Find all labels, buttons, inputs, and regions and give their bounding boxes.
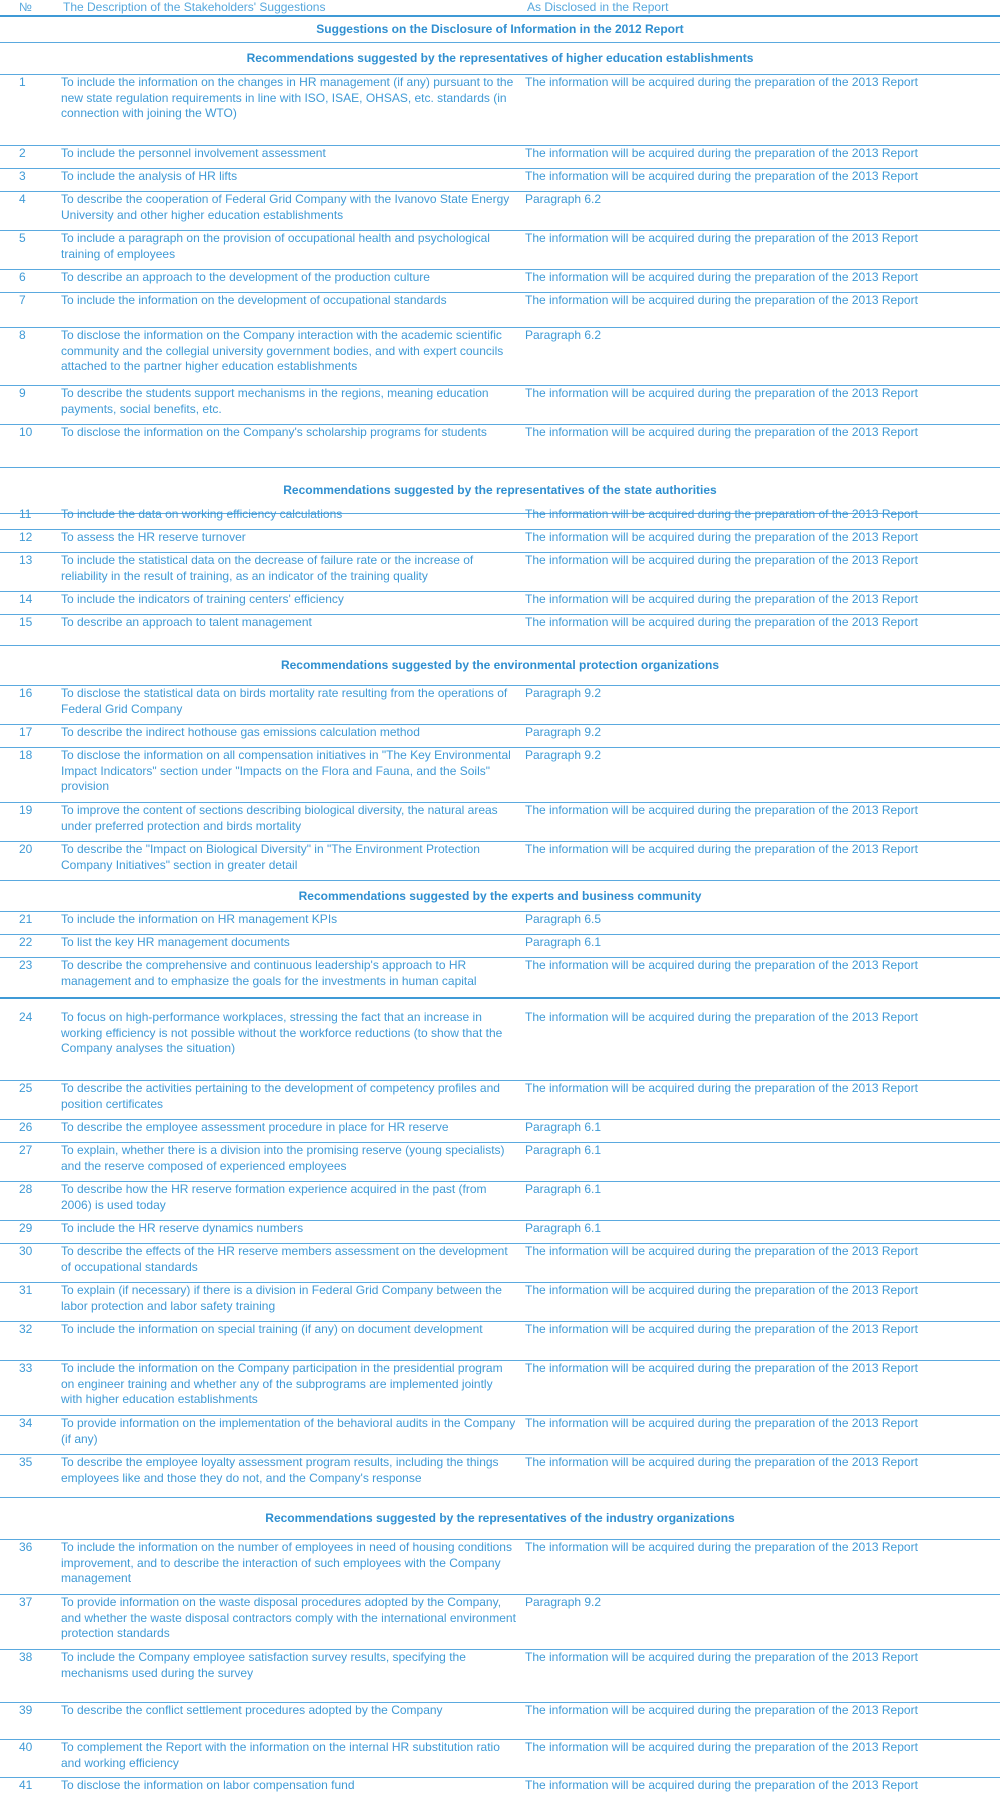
row-number: 5 [19, 231, 26, 245]
row-suggestion: To describe the students support mechanisms in the regions, meaning education payments, social benefits, etc. [61, 386, 489, 416]
row-suggestion: To improve the content of sections describing biological diversity, the natural areas under preferred protection and birds mortality [61, 803, 498, 833]
section-heading-text: Recommendations suggested by the environmental protection organizations [280, 658, 720, 672]
table-row [0, 1416, 1000, 1455]
row-disclosure: The information will be acquired during the preparation of the 2013 Report [525, 1010, 918, 1024]
row-number: 38 [19, 1650, 33, 1664]
table-row [0, 1244, 1000, 1283]
row-disclosure: The information will be acquired during the preparation of the 2013 Report [525, 386, 918, 400]
row-number: 30 [19, 1244, 33, 1258]
row-suggestion: To include the information on the number of employees in need of housing conditions improvement, and to describe the interaction of such employees with the Company management [61, 1540, 512, 1585]
row-suggestion: To include the indicators of training centers' efficiency [61, 592, 344, 606]
row-suggestion: To disclose the information on labor compensation fund [61, 1778, 355, 1792]
section-heading-text: Recommendations suggested by the representatives of higher education establishments [246, 51, 754, 65]
table-title-text: Suggestions on the Disclosure of Information in the 2012 Report [316, 22, 684, 36]
row-suggestion: To describe the activities pertaining to the development of competency profiles and position certificates [61, 1081, 500, 1111]
table-row [0, 270, 1000, 293]
table-row [0, 530, 1000, 553]
row-disclosure: The information will be acquired during the preparation of the 2013 Report [525, 1703, 918, 1717]
row-disclosure: The information will be acquired during the preparation of the 2013 Report [525, 231, 918, 245]
table-row [0, 1283, 1000, 1322]
row-number: 10 [19, 425, 33, 439]
table-row [0, 686, 1000, 725]
row-disclosure: The information will be acquired during the preparation of the 2013 Report [525, 270, 918, 284]
row-number: 2 [19, 146, 26, 160]
row-disclosure: The information will be acquired during the preparation of the 2013 Report [525, 1740, 918, 1754]
row-suggestion: To describe the conflict settlement procedures adopted by the Company [61, 1703, 443, 1717]
table-row [0, 1455, 1000, 1498]
table-title [0, 17, 1000, 43]
row-disclosure: Paragraph 9.2 [525, 725, 602, 739]
row-suggestion: To provide information on the waste disposal procedures adopted by the Company, and whether the waste disposal contractors comply with the international environment protection standards [61, 1595, 516, 1640]
table-row [0, 1703, 1000, 1740]
table-row [0, 1540, 1000, 1595]
row-suggestion: To explain (if necessary) if there is a division in Federal Grid Company between the labor protection and labor safety training [61, 1283, 502, 1313]
row-number: 18 [19, 748, 33, 762]
row-disclosure: The information will be acquired during the preparation of the 2013 Report [525, 1322, 918, 1336]
row-disclosure: Paragraph 6.1 [525, 1182, 602, 1196]
table-row [0, 912, 1000, 935]
row-suggestion: To provide information on the implementation of the behavioral audits in the Company (if any) [61, 1416, 516, 1446]
row-number: 6 [19, 270, 26, 284]
row-disclosure: Paragraph 6.1 [525, 1120, 602, 1134]
row-disclosure: The information will be acquired during the preparation of the 2013 Report [525, 293, 918, 307]
row-suggestion: To include the information on the development of occupational standards [61, 293, 447, 307]
table-row [0, 75, 1000, 146]
section-heading [0, 881, 1000, 912]
row-suggestion: To include the information on special training (if any) on document development [61, 1322, 483, 1336]
row-suggestion: To include the information on the changes in HR management (if any) pursuant to the new state regulation requirements in line with ISO, ISAE, OHSAS, etc. standards (in connection with joining the WTO) [61, 75, 514, 120]
row-disclosure: The information will be acquired during the preparation of the 2013 Report [525, 803, 918, 817]
section-heading-text: Recommendations suggested by the representatives of the state authorities [283, 483, 717, 497]
row-number: 37 [19, 1595, 33, 1609]
row-suggestion: To include the HR reserve dynamics numbers [61, 1221, 304, 1235]
row-suggestion: To describe the effects of the HR reserve members assessment on the development of occupational standards [61, 1244, 508, 1274]
section-heading [0, 1498, 1000, 1540]
table-row [0, 592, 1000, 615]
row-number: 23 [19, 958, 33, 972]
row-number: 21 [19, 912, 33, 926]
table-row [0, 935, 1000, 958]
row-disclosure: The information will be acquired during the preparation of the 2013 Report [525, 958, 918, 972]
row-number: 36 [19, 1540, 33, 1554]
header-number: № [19, 0, 32, 14]
row-number: 20 [19, 842, 33, 856]
row-number: 8 [19, 328, 26, 342]
table-row [0, 842, 1000, 881]
row-disclosure: The information will be acquired during the preparation of the 2013 Report [525, 1283, 918, 1297]
section-heading-text: Recommendations suggested by the representatives of the industry organizations [265, 1511, 735, 1525]
row-number: 12 [19, 530, 33, 544]
row-disclosure: Paragraph 6.5 [525, 912, 602, 926]
row-number: 22 [19, 935, 33, 949]
row-number: 16 [19, 686, 33, 700]
row-number: 40 [19, 1740, 33, 1754]
table-row [0, 1650, 1000, 1703]
row-disclosure: The information will be acquired during the preparation of the 2013 Report [525, 1455, 918, 1469]
table-row [0, 192, 1000, 231]
row-number: 33 [19, 1361, 33, 1375]
row-number: 29 [19, 1221, 33, 1235]
section-heading [0, 43, 1000, 75]
row-suggestion: To describe the comprehensive and continuous leadership's approach to HR management and to emphasize the goals for the investments in human capital [61, 958, 477, 988]
header-disclosure: As Disclosed in the Report [527, 0, 669, 14]
row-disclosure: The information will be acquired during the preparation of the 2013 Report [525, 1540, 918, 1554]
table-row [0, 146, 1000, 169]
table-row [0, 553, 1000, 592]
row-number: 28 [19, 1182, 33, 1196]
row-number: 27 [19, 1143, 33, 1157]
table-row [0, 1081, 1000, 1120]
row-disclosure: The information will be acquired during the preparation of the 2013 Report [525, 615, 918, 629]
row-number: 39 [19, 1703, 33, 1717]
row-suggestion: To complement the Report with the information on the internal HR substitution ratio and working efficiency [61, 1740, 500, 1770]
table-row [0, 386, 1000, 425]
row-disclosure: The information will be acquired during the preparation of the 2013 Report [525, 1361, 918, 1375]
row-suggestion: To include the information on HR management KPIs [61, 912, 338, 926]
table-row [0, 293, 1000, 328]
row-suggestion: To assess the HR reserve turnover [61, 530, 246, 544]
header-suggestion: The Description of the Stakeholders' Suggestions [63, 0, 326, 14]
row-number: 9 [19, 386, 26, 400]
row-disclosure: Paragraph 9.2 [525, 748, 602, 762]
row-disclosure: The information will be acquired during the preparation of the 2013 Report [525, 1416, 918, 1430]
table-row [0, 1182, 1000, 1221]
row-number: 14 [19, 592, 33, 606]
table-row [0, 328, 1000, 386]
row-disclosure: The information will be acquired during the preparation of the 2013 Report [525, 507, 918, 521]
row-suggestion: To include the information on the Company participation in the presidential program on engineer training and whether any of the subprograms are implemented jointly with higher education establishments [61, 1361, 503, 1406]
table-row [0, 425, 1000, 468]
row-disclosure: The information will be acquired during the preparation of the 2013 Report [525, 146, 918, 160]
row-disclosure: The information will be acquired during the preparation of the 2013 Report [525, 1778, 918, 1792]
row-disclosure: The information will be acquired during the preparation of the 2013 Report [525, 1650, 918, 1664]
row-suggestion: To describe how the HR reserve formation experience acquired in the past (from 2006) is used today [61, 1182, 487, 1212]
table-row [0, 1595, 1000, 1650]
table-row [0, 169, 1000, 192]
row-disclosure: Paragraph 6.2 [525, 328, 602, 342]
table-row [0, 1322, 1000, 1361]
row-disclosure: The information will be acquired during the preparation of the 2013 Report [525, 169, 918, 183]
row-suggestion: To explain, whether there is a division into the promising reserve (young specialists) and the reserve composed of experienced employees [61, 1143, 505, 1173]
table-row [0, 231, 1000, 270]
row-suggestion: To include the personnel involvement assessment [61, 146, 326, 160]
row-suggestion: To disclose the statistical data on birds mortality rate resulting from the operations of Federal Grid Company [61, 686, 508, 716]
row-suggestion: To describe the cooperation of Federal Grid Company with the Ivanovo State Energy University and other higher education establishments [61, 192, 510, 222]
row-disclosure: The information will be acquired during the preparation of the 2013 Report [525, 75, 918, 89]
row-suggestion: To describe the "Impact on Biological Diversity" in "The Environment Protection Company Initiatives" section in greater detail [61, 842, 480, 872]
table-row [0, 748, 1000, 803]
row-suggestion: To describe an approach to the development of the production culture [61, 270, 430, 284]
row-disclosure: The information will be acquired during the preparation of the 2013 Report [525, 842, 918, 856]
row-number: 11 [19, 507, 32, 521]
table-row [0, 1361, 1000, 1416]
row-number: 3 [19, 169, 26, 183]
table-row [0, 1740, 1000, 1778]
row-number: 34 [19, 1416, 33, 1430]
row-number: 32 [19, 1322, 33, 1336]
row-number: 19 [19, 803, 33, 817]
row-disclosure: Paragraph 9.2 [525, 686, 602, 700]
row-disclosure: The information will be acquired during the preparation of the 2013 Report [525, 592, 918, 606]
row-suggestion: To include the Company employee satisfaction survey results, specifying the mechanisms used during the survey [61, 1650, 466, 1680]
row-suggestion: To describe the indirect hothouse gas emissions calculation method [61, 725, 420, 739]
row-suggestion: To describe the employee assessment procedure in place for HR reserve [61, 1120, 449, 1134]
row-number: 1 [19, 75, 26, 89]
row-number: 25 [19, 1081, 33, 1095]
row-suggestion: To describe the employee loyalty assessment program results, including the things employees like and those they do not, and the Company's response [61, 1455, 499, 1485]
row-suggestion: To include a paragraph on the provision of occupational health and psychological training of employees [61, 231, 490, 261]
row-disclosure: The information will be acquired during the preparation of the 2013 Report [525, 530, 918, 544]
row-suggestion: To include the statistical data on the decrease of failure rate or the increase of reliability in the result of training, as an indicator of the training quality [61, 553, 474, 583]
section-heading [0, 646, 1000, 686]
table-row [0, 958, 1000, 999]
row-number: 15 [19, 615, 33, 629]
table-row [0, 725, 1000, 748]
row-number: 24 [19, 1010, 33, 1024]
row-number: 4 [19, 192, 26, 206]
section-heading-text: Recommendations suggested by the experts and business community [298, 889, 702, 903]
table-row [0, 1221, 1000, 1244]
row-disclosure: The information will be acquired during the preparation of the 2013 Report [525, 425, 918, 439]
row-number: 13 [19, 553, 33, 567]
row-number: 7 [19, 293, 26, 307]
row-number: 41 [19, 1778, 33, 1792]
row-disclosure: The information will be acquired during the preparation of the 2013 Report [525, 1244, 918, 1258]
row-suggestion: To disclose the information on the Company interaction with the academic scientific community and the collegial university government bodies, and with expert councils attached to the partner higher education establishments [61, 328, 504, 373]
row-suggestion: To describe an approach to talent management [61, 615, 312, 629]
row-disclosure: Paragraph 6.2 [525, 192, 602, 206]
table-row [0, 803, 1000, 842]
row-number: 26 [19, 1120, 33, 1134]
row-disclosure: Paragraph 6.1 [525, 935, 602, 949]
table-row [0, 1120, 1000, 1143]
table-row [0, 507, 1000, 530]
row-disclosure: Paragraph 6.1 [525, 1143, 602, 1157]
row-suggestion: To list the key HR management documents [61, 935, 290, 949]
table-header [0, 0, 1000, 17]
table-row [0, 1143, 1000, 1182]
row-disclosure: Paragraph 9.2 [525, 1595, 602, 1609]
row-suggestion: To include the analysis of HR lifts [61, 169, 238, 183]
table-row [0, 615, 1000, 646]
row-disclosure: Paragraph 6.1 [525, 1221, 602, 1235]
table-row [0, 1010, 1000, 1081]
row-suggestion: To focus on high-performance workplaces, stressing the fact that an increase in working efficiency is not possible without the workforce reductions (to show that the Company analyses the situation) [61, 1010, 503, 1055]
row-suggestion: To include the data on working efficiency calculations [61, 507, 343, 521]
row-disclosure: The information will be acquired during the preparation of the 2013 Report [525, 1081, 918, 1095]
row-number: 35 [19, 1455, 33, 1469]
row-number: 17 [19, 725, 33, 739]
row-suggestion: To disclose the information on all compensation initiatives in "The Key Environmental Impact Indicators" section under "Impacts on the Flora and Fauna, and the Soils" provision [61, 748, 511, 793]
row-number: 31 [19, 1283, 33, 1297]
row-suggestion: To disclose the information on the Company's scholarship programs for students [61, 425, 487, 439]
row-disclosure: The information will be acquired during the preparation of the 2013 Report [525, 553, 918, 567]
table-row [0, 1778, 1000, 1795]
